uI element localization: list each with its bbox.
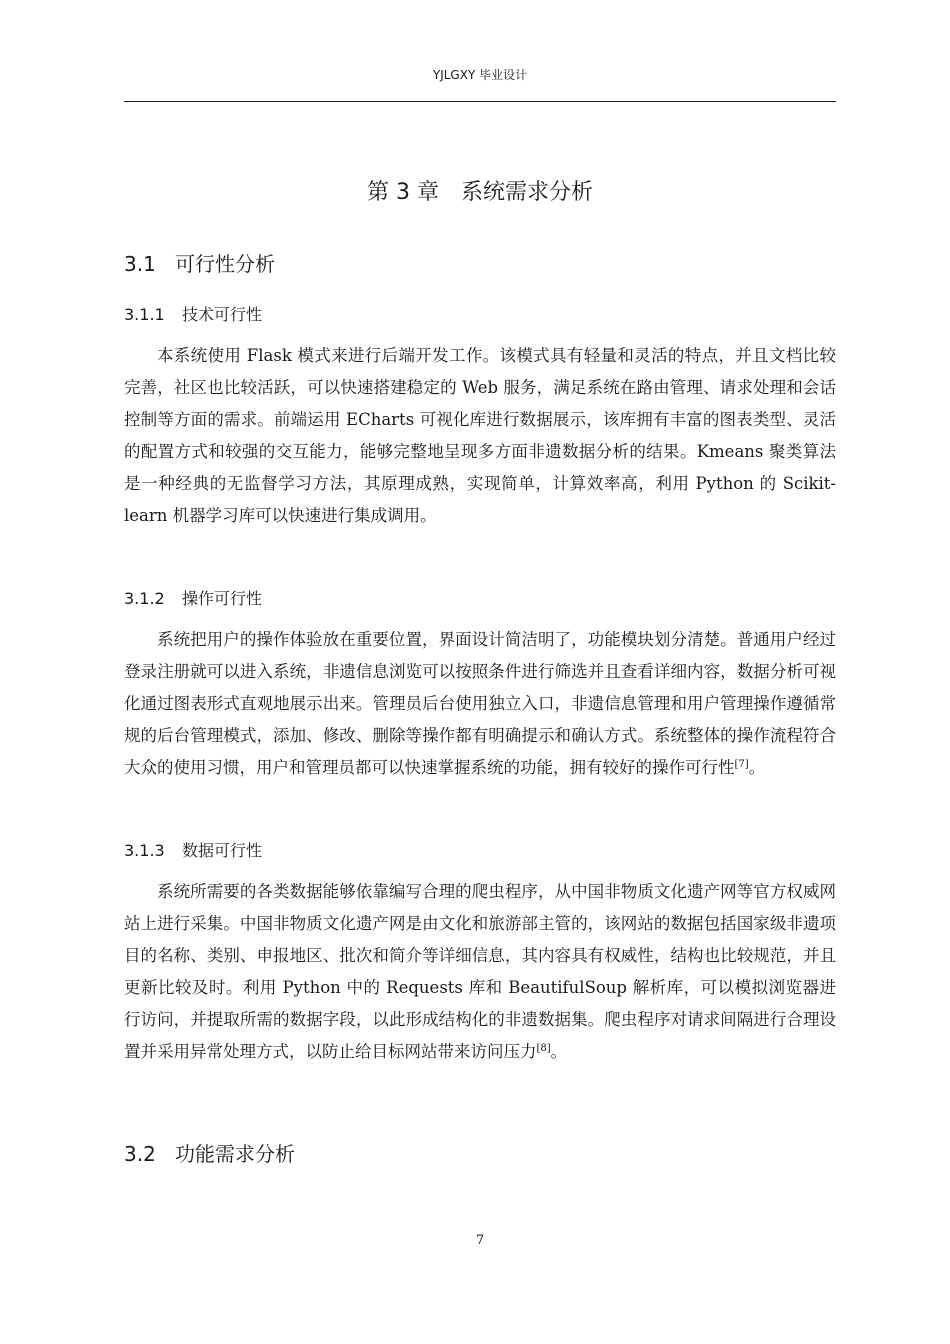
paragraph-data-feasibility bbox=[124, 876, 836, 1068]
section-title: 可行性分析 bbox=[175, 252, 275, 276]
subsection-title: 数据可行性 bbox=[182, 841, 263, 860]
section-heading-3-1 bbox=[124, 249, 275, 279]
page-header: YJLGXY 毕业设计 bbox=[432, 68, 528, 82]
subsection-heading-3-1-1 bbox=[124, 303, 262, 327]
paragraph-text: 系统把用户的操作体验放在重要位置，界面设计简洁明了，功能模块划分清楚。普通用户经过登录注册就可以进入系统，非遗信息浏览可以按照条件进行筛选并且查看详细内容，数据分析可视化通过图表形式直观地展示出来。管理员后台使用独立入口，非遗信息管理和用户管理操作遵循常规的后台管理模式，添加、修改、删除等操作都有明确提示和确认方式。系统整体的操作流程符合大众的使用习惯，用户和管理员都可以快速掌握系统的功能，拥有较好的操作可行性 bbox=[124, 630, 836, 777]
paragraph-text: 本系统使用 Flask 模式来进行后端开发工作。该模式具有轻量和灵活的特点，并且文档比较完善，社区也比较活跃，可以快速搭建稳定的 Web 服务，满足系统在路由管理、请求处理和会话控制等方面的需求。前端运用 ECharts 可视化库进行数据展示，该库拥有丰富的图表类型、灵活的配置方式和较强的交互能力，能够完整地呈现多方面非遗数据分析的结果。Kmeans 聚类算法是一种经典的无监督学习方法，其原理成熟，实现简单，计算效率高，利用 Python 的 Scikit-learn 机器学习库可以快速进行集成调用。 bbox=[124, 346, 836, 525]
subsection-heading-3-1-2 bbox=[124, 587, 262, 611]
header-rule bbox=[124, 101, 836, 102]
subsection-number: 3.1.1 bbox=[124, 305, 165, 324]
section-number: 3.1 bbox=[124, 252, 156, 276]
page-number: 7 bbox=[475, 1233, 485, 1248]
subsection-heading-3-1-3 bbox=[124, 839, 262, 863]
subsection-number: 3.1.3 bbox=[124, 841, 165, 860]
subsection-title: 技术可行性 bbox=[182, 305, 263, 324]
paragraph-technical-feasibility bbox=[124, 340, 836, 532]
subsection-number: 3.1.2 bbox=[124, 589, 165, 608]
chapter-title: 第 3 章 系统需求分析 bbox=[367, 180, 593, 205]
section-heading-3-2 bbox=[124, 1139, 295, 1169]
subsection-title: 操作可行性 bbox=[182, 589, 263, 608]
citation-reference: [8] bbox=[536, 1043, 551, 1054]
paragraph-ending: 。 bbox=[550, 1042, 568, 1061]
paragraph-ending: 。 bbox=[748, 758, 766, 777]
paragraph-text: 系统所需要的各类数据能够依靠编写合理的爬虫程序，从中国非物质文化遗产网等官方权威网站上进行采集。中国非物质文化遗产网是由文化和旅游部主管的，该网站的数据包括国家级非遗项目的名称、类别、申报地区、批次和简介等详细信息，其内容具有权威性，结构也比较规范，并且更新比较及时。利用 Python 中的 Requests 库和 BeautifulSoup 解析库，可以模拟浏览器进行访问，并提取所需的数据字段，以此形成结构化的非遗数据集。爬虫程序对请求间隔进行合理设置并采用异常处理方式，以防止给目标网站带来访问压力 bbox=[124, 882, 836, 1061]
citation-reference: [7] bbox=[734, 759, 749, 770]
section-title: 功能需求分析 bbox=[175, 1142, 295, 1166]
paragraph-operational-feasibility bbox=[124, 624, 836, 784]
section-number: 3.2 bbox=[124, 1142, 156, 1166]
